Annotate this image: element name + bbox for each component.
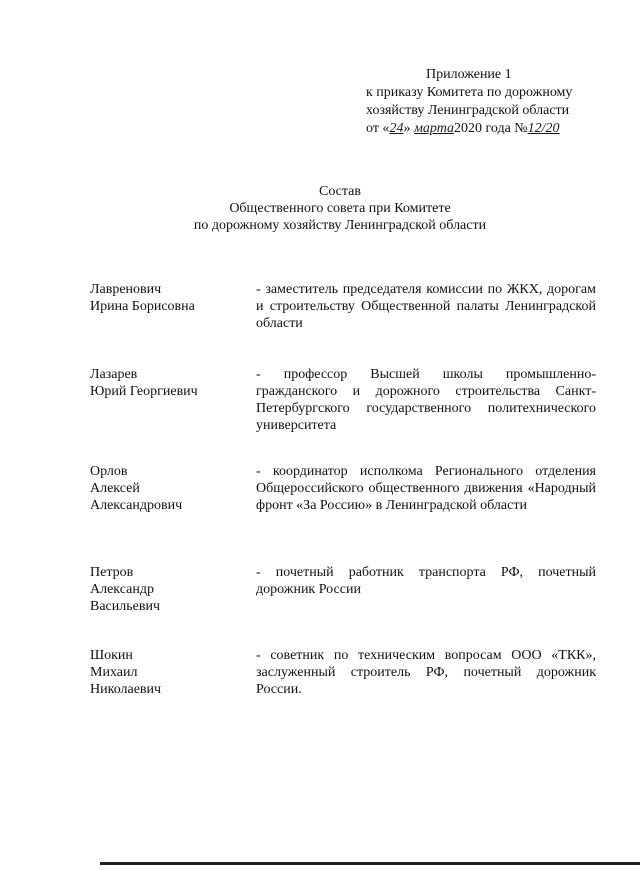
title-line-1: Состав xyxy=(318,184,361,199)
title-line-3: по дорожному хозяйству Ленинградской области xyxy=(193,218,487,233)
scan-edge-line xyxy=(100,862,640,865)
appendix-order-line: к приказу Комитета по дорожному xyxy=(366,85,573,100)
member-description: - советник по техническим вопросам ООО «ТКК», заслуженный строитель РФ, почетный дорожник России. xyxy=(256,648,596,697)
member-surname: Шокин xyxy=(90,648,133,663)
appendix-committee-line: хозяйству Ленинградской области xyxy=(366,103,570,118)
document-title xyxy=(90,183,590,234)
member-surname: Орлов xyxy=(90,464,128,479)
handwritten-month: марта xyxy=(413,121,454,136)
member-given-name: Александр xyxy=(90,582,154,597)
member-description: - почетный работник транспорта РФ, почетный дорожник России xyxy=(256,565,596,597)
member-given-name: Юрий Георгиевич xyxy=(90,384,198,399)
member-description: - профессор Высшей школы промышленно-гражданского и дорожного строительства Санкт-Петербургского государственного политехнического университета xyxy=(256,367,596,433)
member-surname: Петров xyxy=(90,565,134,580)
member-description: - заместитель председателя комиссии по ЖКХ, дорогам и строительству Общественной палаты Ленинградской области xyxy=(256,282,596,331)
member-patronymic: Николаевич xyxy=(90,682,162,697)
member-patronymic: Васильевич xyxy=(90,599,160,614)
member-name xyxy=(90,281,250,315)
date-prefix: от « xyxy=(366,121,390,136)
appendix-header xyxy=(366,66,616,138)
handwritten-day: 24 xyxy=(389,121,404,136)
appendix-date-line xyxy=(366,120,616,138)
appendix-title: Приложение 1 xyxy=(426,67,512,82)
date-mid: » xyxy=(403,121,414,136)
member-name xyxy=(90,564,250,615)
member-given-name: Михаил xyxy=(90,665,138,680)
member-given-name: Алексей xyxy=(90,481,140,496)
title-line-2: Общественного совета при Комитете xyxy=(229,201,451,216)
member-name xyxy=(90,647,250,698)
member-name xyxy=(90,463,250,514)
member-name xyxy=(90,366,250,400)
date-year: 2020 года № xyxy=(453,121,528,136)
member-surname: Лазарев xyxy=(90,367,138,382)
member-patronymic: Александрович xyxy=(90,498,183,513)
member-surname: Лавренович xyxy=(90,282,162,297)
handwritten-number: 12/20 xyxy=(527,121,560,136)
member-description: - координатор исполкома Регионального отделения Общероссийского общественного движения «Народный фронт «За Россию» в Ленинградской области xyxy=(256,464,596,513)
member-given-name: Ирина Борисовна xyxy=(90,299,195,314)
